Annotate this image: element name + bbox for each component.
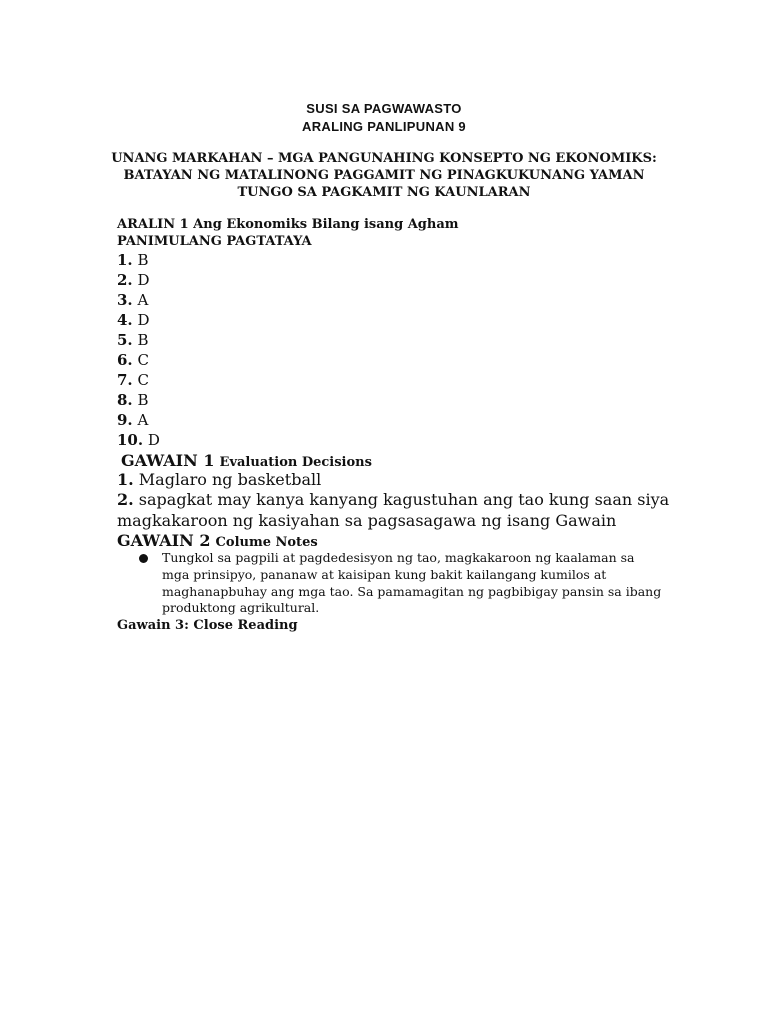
answer-letter: B — [137, 251, 149, 269]
gawain1-item1-number: 1. — [117, 470, 134, 489]
answer-number: 8. — [117, 391, 133, 409]
gawain1-item2-text-line2: magkakaroon ng kasiyahan sa pagsasagawa ng isang Gawain — [117, 511, 617, 530]
bullet-icon — [139, 554, 148, 563]
gawain1-item2 — [117, 490, 669, 509]
answer-item — [117, 371, 149, 389]
quarter-heading-line2: BATAYAN NG MATALINONG PAGGAMIT NG PINAGKUKUNANG YAMAN — [123, 168, 645, 183]
gawain2-bullet-line4: produktong agrikultural. — [162, 600, 320, 616]
answer-letter: D — [137, 311, 150, 329]
gawain1-heading — [121, 451, 372, 470]
gawain2-label: GAWAIN 2 — [117, 531, 211, 550]
gawain3-heading: Gawain 3: Close Reading — [117, 618, 298, 633]
answer-item — [117, 311, 149, 329]
answer-number: 3. — [117, 291, 133, 309]
gawain2-bullet-line2: mga prinsipyo, pananaw at kaisipan kung bakit kailangang kumilos at — [162, 566, 607, 582]
quarter-heading-line3: TUNGO SA PAGKAMIT NG KAUNLARAN — [237, 185, 531, 200]
answer-letter: A — [137, 291, 149, 309]
document-subject: ARALING PANLIPUNAN 9 — [302, 119, 466, 134]
answer-letter: B — [137, 331, 149, 349]
document-title: SUSI SA PAGWAWASTO — [306, 101, 462, 116]
gawain2-bullet-line1: Tungkol sa pagpili at pagdedesisyon ng tao, magkakaroon ng kaalaman sa — [162, 550, 635, 565]
answer-item — [117, 411, 148, 429]
gawain2-heading — [117, 531, 318, 550]
gawain1-item2-text-line1: sapagkat may kanya kanyang kagustuhan ang tao kung saan siya — [138, 490, 670, 509]
answer-letter: C — [137, 351, 149, 369]
answer-item — [117, 351, 149, 369]
answer-number: 5. — [117, 331, 133, 349]
gawain1-item1-text: Maglaro ng basketball — [138, 470, 322, 489]
gawain1-label: GAWAIN 1 — [121, 451, 215, 470]
gawain1-item1 — [117, 470, 321, 489]
answer-number: 7. — [117, 371, 133, 389]
gawain1-title: Evaluation Decisions — [219, 455, 372, 470]
panimula-heading: PANIMULANG PAGTATAYA — [117, 234, 312, 249]
answer-letter: A — [137, 411, 149, 429]
answer-number: 6. — [117, 351, 133, 369]
answer-number: 2. — [117, 271, 133, 289]
answer-number: 1. — [117, 251, 133, 269]
answer-letter: D — [137, 271, 150, 289]
quarter-heading-line1: UNANG MARKAHAN – MGA PANGUNAHING KONSEPTO NG EKONOMIKS: — [111, 151, 657, 166]
gawain2-bullet-text — [162, 550, 682, 617]
gawain2-title: Colume Notes — [215, 535, 318, 550]
answer-item — [117, 431, 160, 449]
gawain2-bullet-line3: maghanapbuhay ang mga tao. Sa pamamagitan ng pagbibigay pansin sa ibang — [162, 583, 662, 599]
answer-item — [117, 251, 148, 269]
answer-letter: C — [137, 371, 149, 389]
answer-number: 9. — [117, 411, 133, 429]
answer-item — [117, 271, 149, 289]
answer-item — [117, 291, 148, 309]
answer-number: 10. — [117, 431, 144, 449]
gawain1-item2-number: 2. — [117, 490, 134, 509]
answer-letter: B — [137, 391, 149, 409]
answer-letter: D — [147, 431, 160, 449]
answer-item — [117, 331, 148, 349]
answer-item — [117, 391, 148, 409]
answer-number: 4. — [117, 311, 133, 329]
aralin-heading: ARALIN 1 Ang Ekonomiks Bilang isang Agham — [117, 217, 459, 232]
